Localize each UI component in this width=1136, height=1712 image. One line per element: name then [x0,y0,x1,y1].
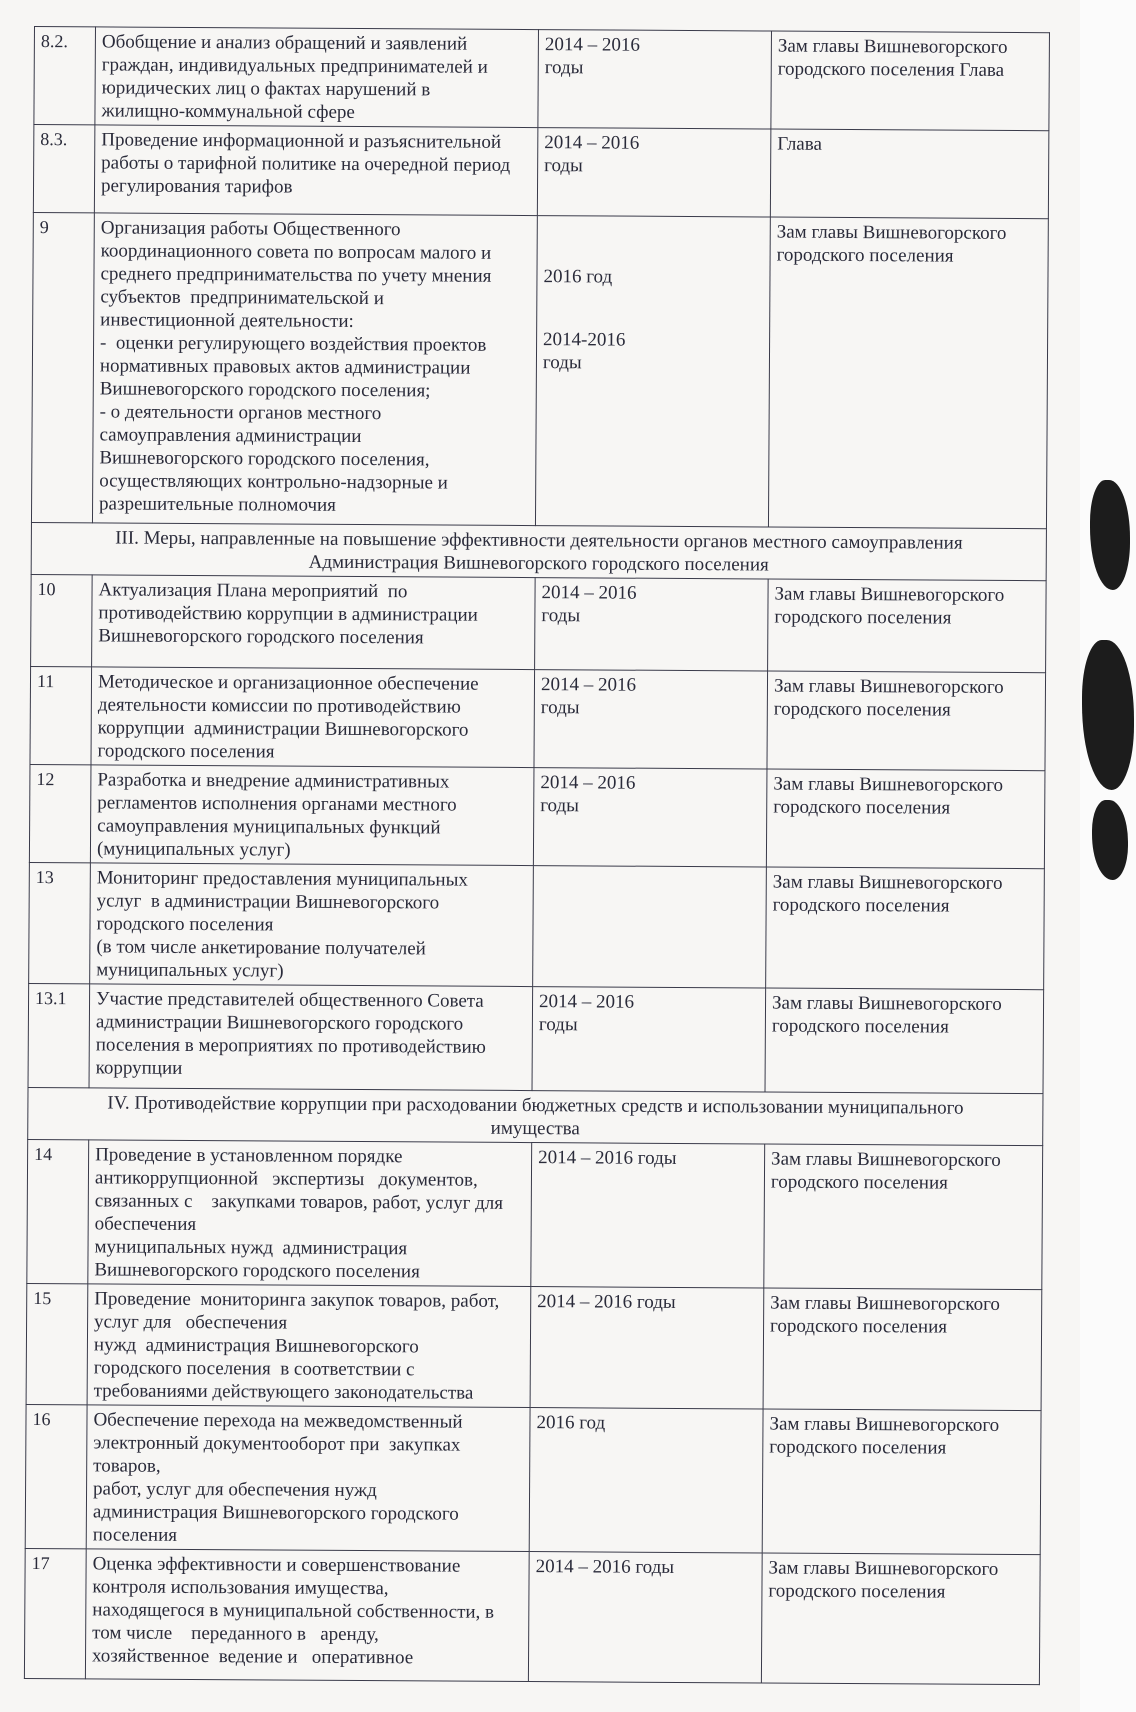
term-line: годы [544,155,583,177]
term-line: годы [544,57,584,79]
term-cell [533,768,767,867]
section-row-iv [28,1087,1043,1145]
term-spacer [543,288,763,329]
responsible-cell [765,988,1044,1094]
table-row [27,1139,1043,1289]
responsible-cell [766,769,1045,869]
term-cell [537,128,771,217]
action-line: связанных с закупками товаров, работ, услуг для [94,1190,504,1214]
section-heading-line: III. Меры, направленные на повышение эффективности деятельности органов местного самоуправления [115,527,963,554]
responsible-line: Глава [777,133,822,155]
term-line: 2014 – 2016 годы [537,1291,676,1313]
section-row-iii [31,522,1046,580]
action-line: поселения в мероприятиях по противодействию [95,1034,486,1058]
table-row [30,666,1046,770]
term-line: годы [540,795,580,817]
responsible-line: городского поселения Глава [777,58,1005,81]
row-number: 9 [31,212,94,522]
table-row [33,125,1049,219]
term-line: 2014 – 2016 [541,582,637,604]
term-cell [530,1287,764,1409]
action-line: Мониторинг предоставления муниципальных [96,867,468,891]
action-line: - оценки регулирующего воздействия проектов [100,332,487,356]
responsible-line: Зам главы Вишневогорского [771,992,1002,1015]
action-line: товаров, [93,1455,161,1477]
section-heading [28,1087,1043,1145]
responsible-cell [770,129,1049,219]
action-cell [88,1140,532,1287]
responsible-line: городского поселения [769,1436,947,1459]
responsible-cell [763,1288,1042,1411]
responsible-line: Зам главы Вишневогорского [773,675,1004,698]
responsible-line: городского поселения [768,1580,946,1603]
action-line: (муниципальных услуг) [96,838,291,861]
responsible-line: Зам главы Вишневогорского [774,583,1005,606]
action-line: Вишневогорского городского поселения; [99,378,431,402]
action-cell [90,765,534,866]
term-line: 2014-2016 [543,329,626,351]
responsible-line: городского поселения [770,1315,948,1338]
row-number: 8.2. [34,27,96,125]
action-line: среднего предпринимательства по учету мнения [100,263,492,287]
row-number: 15 [26,1283,88,1404]
action-cell [86,1405,530,1552]
torn-edge-shadow [1092,800,1128,880]
action-line: Проведение информационной и разъяснительной [101,129,502,153]
responsible-line: Зам главы Вишневогорского [769,1413,1000,1436]
action-line: обеспечения [94,1213,197,1236]
action-line: муниципальных нужд администрация [94,1236,408,1260]
term-line: 2014 – 2016 [544,34,640,56]
action-line: регулирования тарифов [100,175,293,198]
term-line: годы [540,697,580,719]
action-line: хозяйственное ведение и оперативное [91,1645,414,1669]
action-line: Вишневогорского городского поселения [94,1259,420,1283]
action-line: (в том числе анкетирование получателей [96,936,426,960]
action-cell [92,575,536,670]
responsible-line: городского поселения [774,606,952,629]
action-line: администрация Вишневогорского городского [92,1501,459,1525]
term-line: 2014 – 2016 [544,132,640,154]
action-line: Вишневогорского городского поселения [98,625,424,649]
action-line: муниципальных услуг) [96,959,284,982]
action-cell [87,1284,531,1408]
action-line: городского поселения [96,913,274,936]
action-line: том числе переданного в аренду, [92,1622,379,1646]
term-cell [538,30,772,129]
term-line: 2016 год [543,266,613,288]
action-line: противодействию коррупции в администрации [98,602,478,626]
torn-page-edge [1080,0,1136,1712]
term-line: 2014 – 2016 [540,772,636,794]
action-line: Разработка и внедрение административных [97,769,450,793]
action-line: юридических лиц о фактах нарушений в [101,77,431,101]
responsible-cell [771,31,1050,131]
section-heading-line: имущества [490,1117,580,1140]
table-row [29,764,1045,868]
term-cell [534,670,768,769]
term-line: годы [542,352,582,374]
action-line: работ, услуг для обеспечения нужд [93,1478,377,1502]
responsible-line: Зам главы Вишневогорского [776,221,1007,244]
torn-edge-shadow [1082,640,1134,790]
responsible-line: Зам главы Вишневогорского [770,1292,1000,1315]
action-line: Обеспечение перехода на межведомственный [93,1409,463,1433]
action-line: коррупции [95,1057,183,1079]
action-line: поселения [92,1524,178,1546]
term-line: 2014 – 2016 [540,674,637,696]
row-number: 13 [29,862,91,983]
term-spacer [544,219,764,266]
row-number: 16 [25,1404,87,1548]
action-line: - о деятельности органов местного [99,401,382,425]
action-cell [91,667,535,768]
action-line: требованиями действующего законодательства [93,1380,474,1404]
term-cell [528,1552,762,1683]
action-cell [89,984,533,1091]
term-line: годы [541,605,581,627]
action-line: Методическое и организационное обеспечение [97,671,479,695]
action-line: нужд администрация Вишневогорского [93,1334,419,1358]
table-row [28,983,1044,1093]
responsible-line: городского поселения [773,796,951,819]
term-line: 2014 – 2016 годы [538,1147,677,1169]
torn-edge-shadow [1090,480,1130,590]
section-heading-line: Администрация Вишневогорского городского поселения [308,551,769,576]
term-cell [535,578,769,671]
term-line: годы [538,1014,578,1036]
action-line: субъектов предпринимательской и [100,286,384,310]
table-row [31,212,1048,528]
action-line: жилищно-коммунальной сфере [101,100,355,123]
action-line: самоуправления муниципальных функций [97,815,441,839]
responsible-line: городского поселения [771,1015,949,1038]
section-heading-line: IV. Противодействие коррупции при расходовании бюджетных средств и использовании муниципального [107,1092,964,1119]
action-line: коррупции администрации Вишневогорского [97,717,469,741]
action-cell [95,27,539,128]
responsible-line: Зам главы Вишневогорского [777,35,1008,58]
responsible-cell [767,671,1046,771]
row-number: 14 [27,1139,89,1283]
term-cell [529,1408,763,1553]
table-row [31,574,1047,672]
action-line: Оценка эффективности и совершенствование [92,1553,461,1577]
action-line: электронный документооборот при закупках [93,1432,461,1456]
action-line: услуг для обеспечения [94,1311,288,1334]
action-line: координационного совета по вопросам малого и [100,240,492,264]
responsible-line: городского поселения [772,894,950,917]
action-line: регламентов исполнения органами местного [97,792,457,816]
action-line: контроля использования имущества, [92,1576,389,1600]
action-line: разрешительные полномочия [99,493,337,516]
responsible-line: Зам главы Вишневогорского [773,773,1004,796]
table-row [24,1548,1040,1684]
section-heading [31,522,1046,580]
row-number: 11 [30,666,92,764]
action-line: Проведение мониторинга закупок товаров, работ, [94,1288,500,1312]
action-line: Участие представителей общественного Совета [95,988,484,1012]
action-line: граждан, индивидуальных предпринимателей и [101,54,488,78]
responsible-cell [768,579,1047,673]
row-number: 17 [24,1548,86,1678]
action-line: Организация работы Общественного [100,217,401,241]
table-row [25,1404,1041,1554]
responsible-cell [764,1144,1043,1290]
action-line: работы о тарифной политике на очередной период [101,152,511,176]
responsible-cell [766,867,1045,990]
responsible-line: городского поселения [770,1171,948,1194]
action-line: услуг в администрации Вишневогорского [96,890,440,914]
action-cell [92,213,537,526]
term-cell [533,866,767,988]
responsible-line: городского поселения [776,244,954,267]
action-line: находящегося в муниципальной собственности, в [92,1599,495,1623]
action-line: администрации Вишневогорского городского [95,1011,464,1035]
term-line: 2016 год [536,1412,606,1434]
action-line: Проведение в установленном порядке [95,1144,403,1168]
plan-table [24,26,1050,1685]
action-line: городского поселения [97,740,275,763]
term-line: 2014 – 2016 [538,991,635,1013]
action-line: самоуправления администрации [99,424,362,448]
responsible-line: городского поселения [773,698,951,721]
term-line: 2014 – 2016 годы [535,1556,675,1578]
row-number: 10 [31,574,93,666]
action-line: Обобщение и анализ обращений и заявлений [101,31,468,55]
action-line: осуществляющих контрольно-надзорные и [99,470,448,494]
action-line: Вишневогорского городского поселения, [99,447,430,471]
responsible-line: Зам главы Вишневогорского [772,871,1003,894]
row-number: 8.3. [33,125,95,213]
action-cell [85,1549,529,1682]
table-row [29,862,1045,989]
row-number: 13.1 [28,983,90,1087]
row-number: 12 [29,764,91,862]
action-line: городского поселения в соответствии с [93,1357,415,1381]
responsible-cell [761,1553,1040,1685]
action-line: деятельности комиссии по противодействию [97,694,461,718]
term-cell [535,216,770,527]
responsible-line: Зам главы Вишневогорского [768,1557,999,1580]
term-cell [532,987,766,1092]
term-cell [531,1143,765,1288]
action-line: антикоррупционной экспертизы документов, [94,1167,478,1191]
table-row [26,1283,1042,1410]
action-line: инвестиционной деятельности: [100,309,354,332]
action-cell [90,863,534,987]
responsible-cell [768,217,1048,529]
responsible-cell [762,1409,1041,1555]
table-row [34,27,1050,131]
responsible-line: Зам главы Вишневогорского [771,1148,1001,1171]
action-line: Актуализация Плана мероприятий по [98,579,408,603]
action-line: нормативных правовых актов администрации [99,355,471,379]
action-cell [94,125,538,216]
